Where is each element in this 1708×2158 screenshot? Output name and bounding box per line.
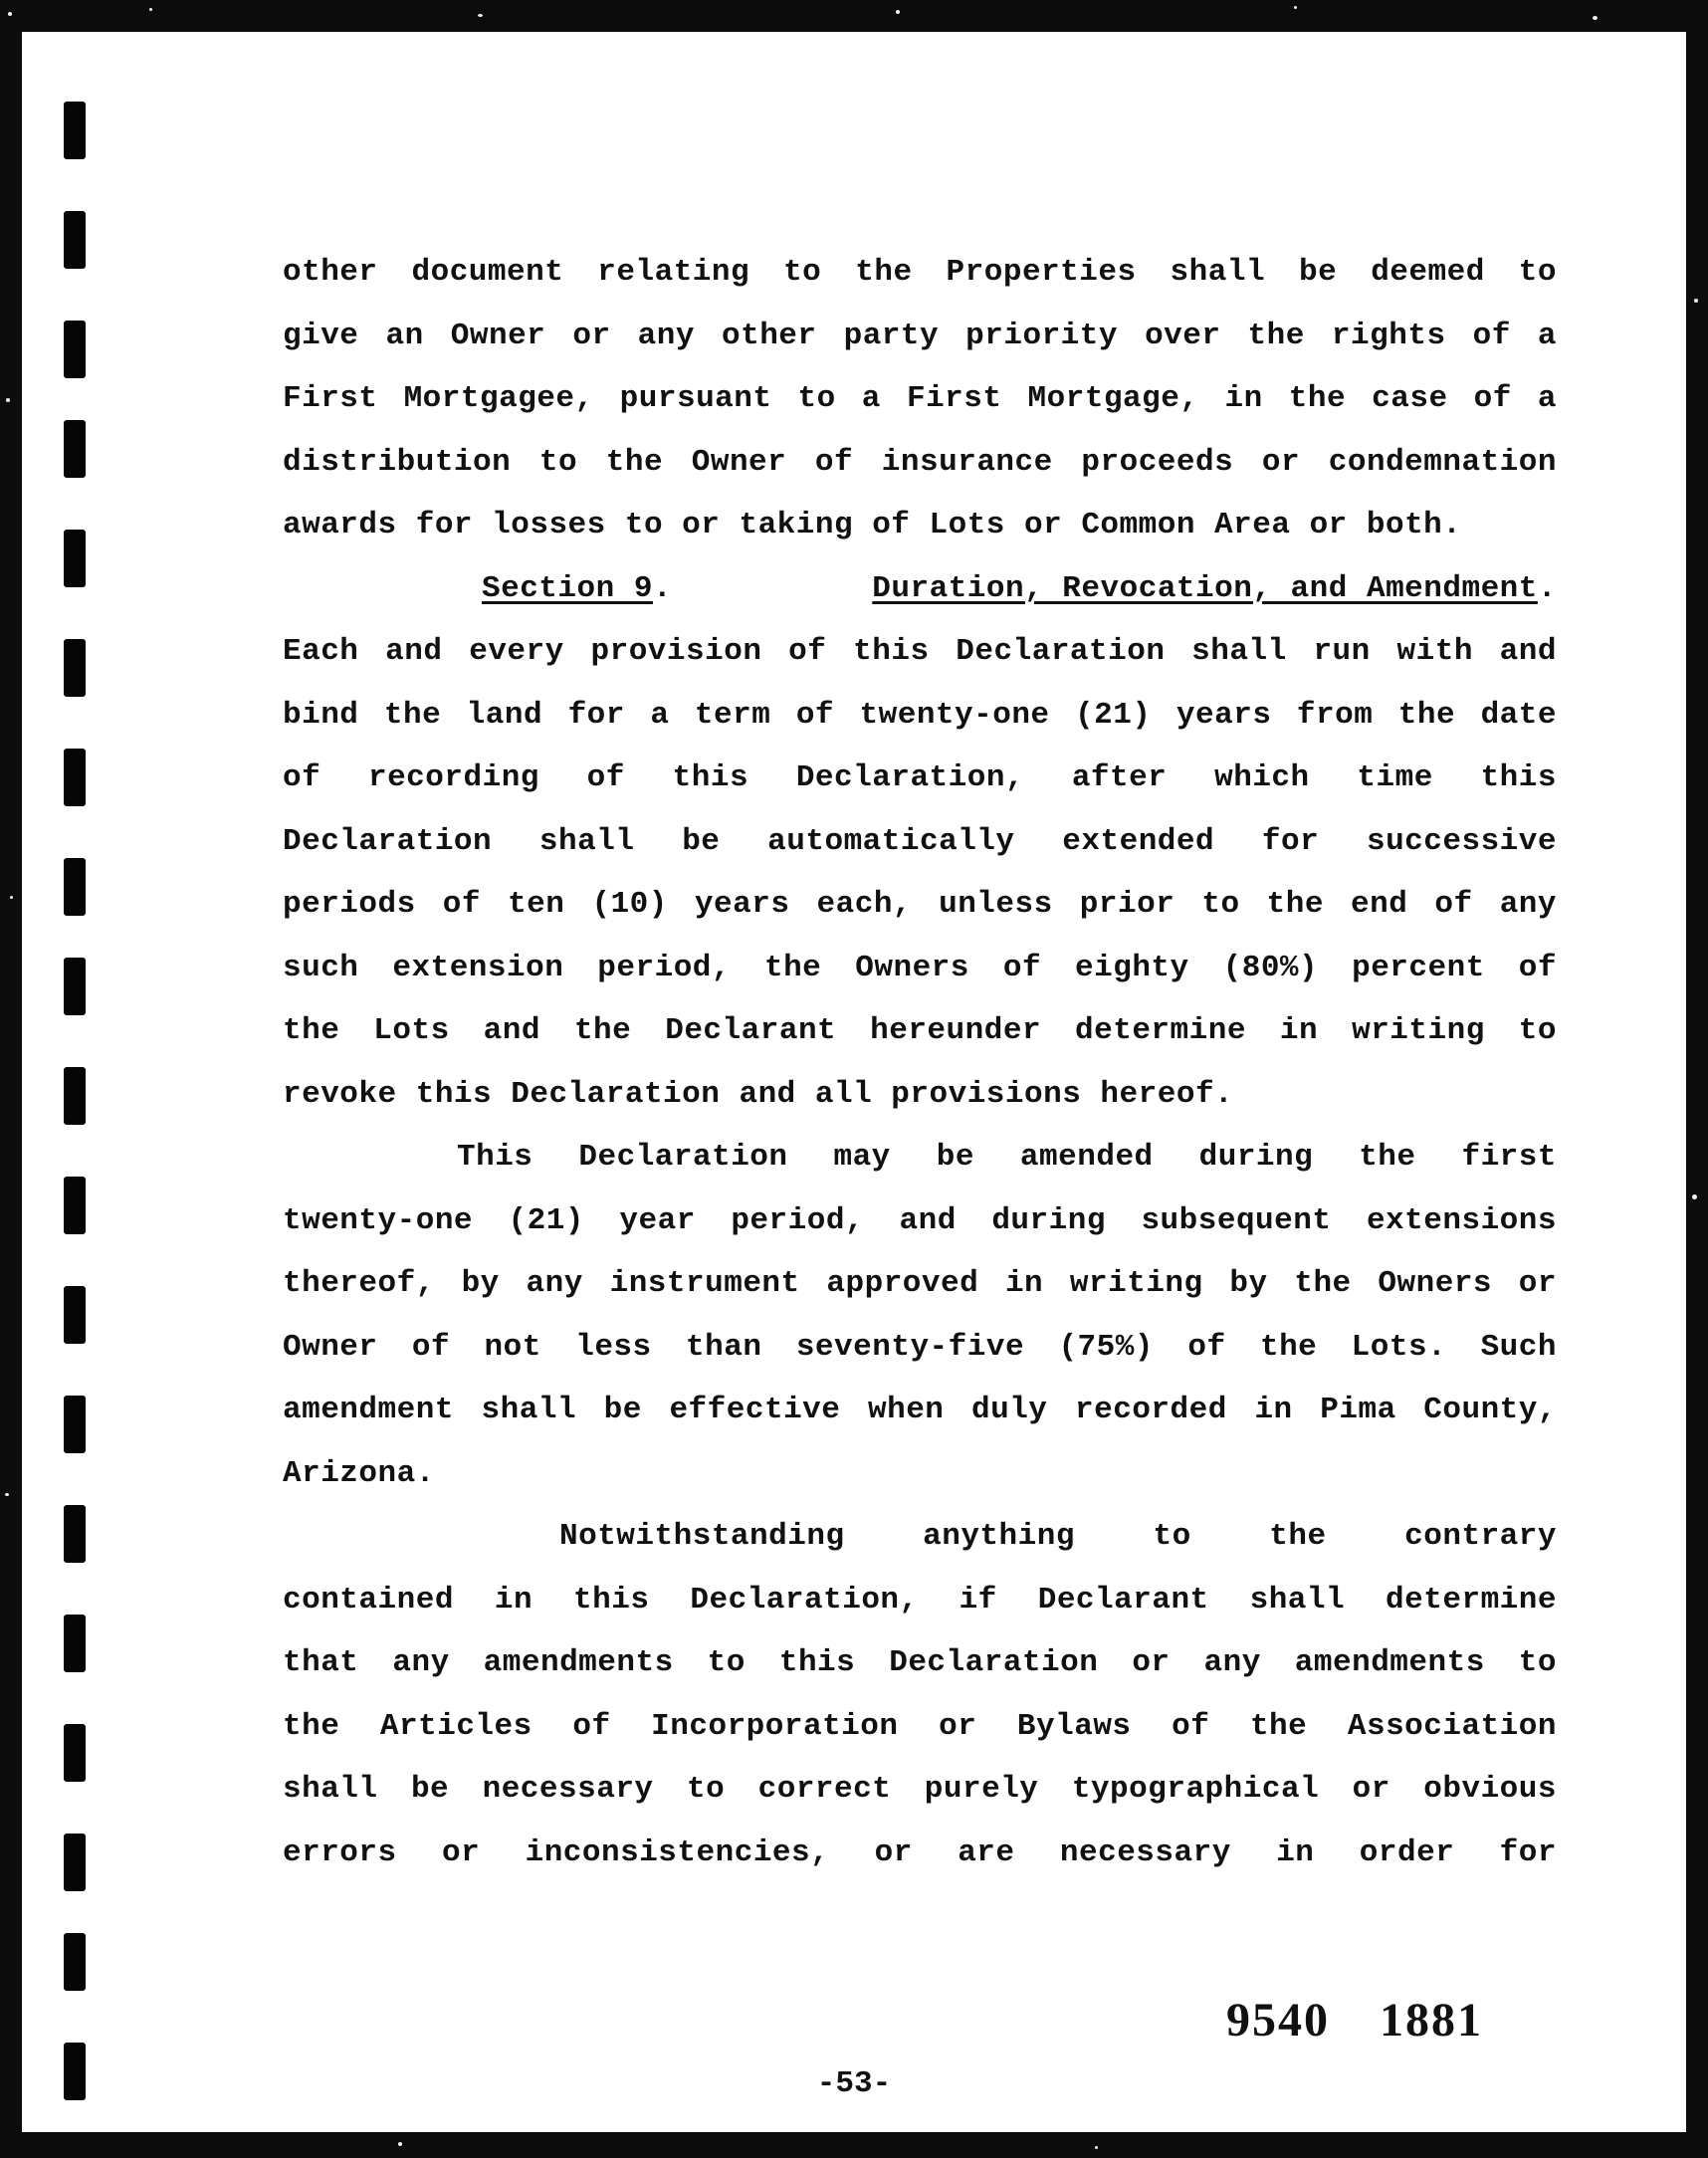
binder-mark <box>64 1067 86 1125</box>
amendment-paragraph <box>283 1126 1557 1505</box>
text-line: Notwithstanding anything to the contrary <box>559 1519 1557 1554</box>
text-line: the Lots and the Declarant hereunder determine in writing to <box>283 1013 1557 1048</box>
binder-mark <box>64 1177 86 1234</box>
section-title: Duration, Revocation, and Amendment. <box>872 570 1557 606</box>
binder-mark <box>64 420 86 478</box>
scan-speck <box>398 2142 402 2146</box>
scan-speck <box>1294 6 1297 9</box>
text-line: This Declaration may be amended during the first <box>457 1140 1557 1175</box>
binder-mark <box>64 1396 86 1453</box>
text-line: other document relating to the Properties shall be deemed to <box>283 255 1557 290</box>
text-line: contained in this Declaration, if Declarant shall determine <box>283 1582 1557 1618</box>
scan-speck <box>1692 1194 1697 1199</box>
scan-speck <box>1694 299 1698 303</box>
text-line: Arizona. <box>283 1455 435 1491</box>
binder-mark <box>64 639 86 697</box>
binder-mark <box>64 1834 86 1891</box>
text-line: amendment shall be effective when duly recorded in Pima County, <box>283 1393 1557 1427</box>
binder-mark <box>64 1286 86 1344</box>
recording-book: 9540 <box>1226 1994 1330 2047</box>
text-line: periods of ten (10) years each, unless prior to the end of any <box>283 887 1557 922</box>
text-line: that any amendments to this Declaration or any amendments to <box>283 1645 1557 1680</box>
text-line: shall be necessary to correct purely typographical or obvious <box>283 1772 1557 1807</box>
text-line: Owner of not less than seventy-five (75%) of the Lots. Such <box>283 1329 1557 1365</box>
binder-mark <box>64 958 86 1015</box>
binder-mark <box>64 749 86 806</box>
text-line: Declaration shall be automatically extended for successive <box>283 823 1557 859</box>
text-line: Each and every provision of this Declaration shall run with and <box>283 634 1557 669</box>
scan-speck <box>5 1493 9 1496</box>
recording-page: 1881 <box>1380 1994 1483 2047</box>
page-number: -53- <box>816 2066 892 2101</box>
scan-speck <box>478 14 483 17</box>
scan-speck <box>6 398 10 402</box>
document-page <box>22 32 1686 2132</box>
declaration-text <box>283 241 1557 1884</box>
text-line: awards for losses to or taking of Lots or Common Area or both. <box>283 508 1462 542</box>
scan-speck <box>1095 2146 1098 2149</box>
text-line: distribution to the Owner of insurance proceeds or condemnation <box>283 444 1557 480</box>
scan-speck <box>8 12 12 16</box>
text-line: the Articles of Incorporation or Bylaws of the Association <box>283 1708 1557 1744</box>
text-line: thereof, by any instrument approved in writing by the Owners or <box>283 1266 1557 1301</box>
section-number: Section 9. <box>482 570 673 606</box>
binder-mark <box>64 1615 86 1672</box>
notwithstanding-paragraph <box>283 1505 1557 1884</box>
scan-speck <box>896 10 900 14</box>
text-line: errors or inconsistencies, or are necessary in order for <box>283 1834 1557 1870</box>
section-heading <box>283 557 1557 621</box>
text-line: revoke this Declaration and all provisions hereof. <box>283 1076 1234 1112</box>
text-line: First Mortgagee, pursuant to a First Mortgage, in the case of a <box>283 381 1557 416</box>
scan-speck <box>149 8 152 11</box>
mortgagee-priority-paragraph <box>283 241 1557 557</box>
binder-mark <box>64 530 86 587</box>
binder-mark <box>64 1505 86 1563</box>
binder-mark <box>64 321 86 378</box>
text-line: bind the land for a term of twenty-one (21) years from the date <box>283 697 1557 733</box>
scan-speck <box>1593 16 1598 20</box>
binder-mark <box>64 211 86 269</box>
binder-mark <box>64 102 86 159</box>
text-line: give an Owner or any other party priority over the rights of a <box>283 318 1557 353</box>
binder-mark <box>64 858 86 916</box>
binder-hole-marks <box>64 62 104 2102</box>
duration-paragraph <box>283 620 1557 1126</box>
binder-mark <box>64 1933 86 1991</box>
recording-number <box>1226 1993 1533 2048</box>
binder-mark <box>64 1724 86 1782</box>
text-line: such extension period, the Owners of eighty (80%) percent of <box>283 950 1557 985</box>
text-line: twenty-one (21) year period, and during subsequent extensions <box>283 1202 1557 1238</box>
text-line: of recording of this Declaration, after which time this <box>283 760 1557 795</box>
scan-speck <box>10 896 13 899</box>
